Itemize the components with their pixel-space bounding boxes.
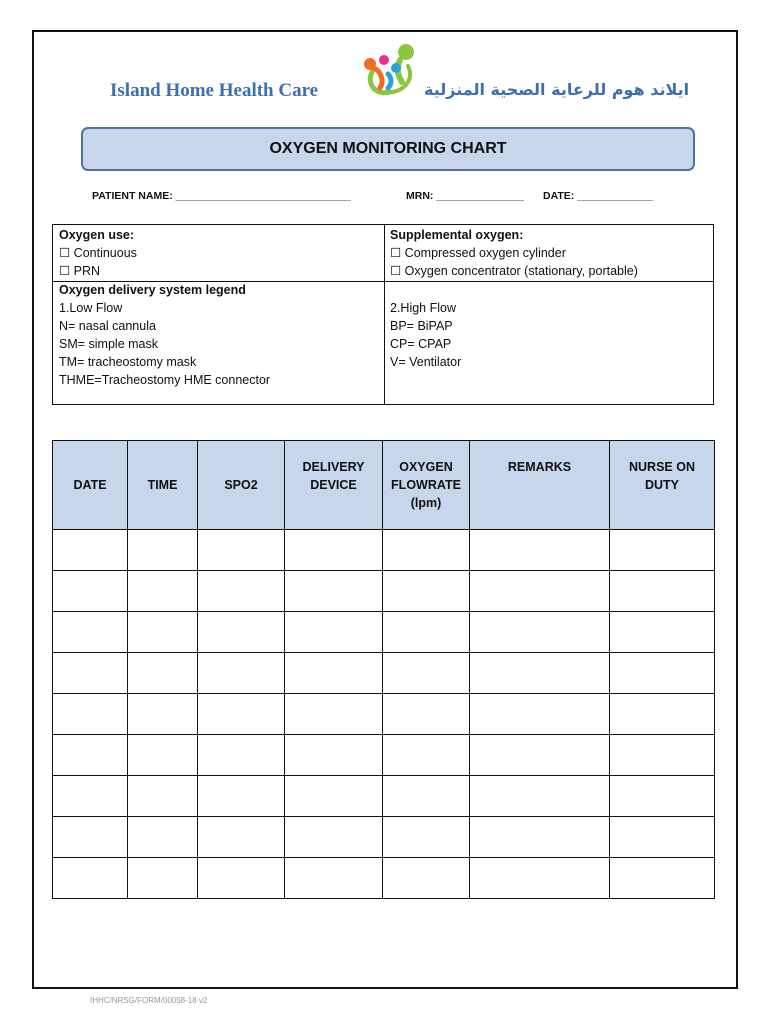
patient-name-field[interactable]: PATIENT NAME: ______________________________ (92, 190, 351, 202)
table-cell[interactable] (128, 694, 198, 735)
table-cell[interactable] (470, 571, 610, 612)
table-cell[interactable] (285, 735, 383, 776)
table-cell[interactable] (383, 571, 470, 612)
table-cell[interactable] (53, 653, 128, 694)
table-cell[interactable] (285, 571, 383, 612)
table-cell[interactable] (383, 735, 470, 776)
table-cell[interactable] (198, 776, 285, 817)
table-cell[interactable] (470, 817, 610, 858)
table-cell[interactable] (128, 530, 198, 571)
legend-item: TM= tracheostomy mask (59, 355, 197, 369)
table-row (53, 817, 715, 858)
supplemental-oxygen-heading: Supplemental oxygen: (390, 228, 524, 242)
table-cell[interactable] (128, 776, 198, 817)
supplemental-oxygen-section (390, 226, 638, 280)
column-header-remarks (470, 441, 610, 530)
monitoring-table (52, 440, 715, 899)
column-header-label: DELIVERY DEVICE (302, 460, 365, 492)
column-header-nurse-on-duty (610, 441, 715, 530)
column-header-date (53, 441, 128, 530)
table-cell[interactable] (285, 817, 383, 858)
legend-item: V= Ventilator (390, 355, 462, 369)
column-header-label: SPO2 (224, 478, 258, 492)
table-cell[interactable] (53, 694, 128, 735)
info-table-divider (384, 225, 385, 404)
table-cell[interactable] (610, 776, 715, 817)
table-cell[interactable] (470, 653, 610, 694)
table-cell[interactable] (53, 817, 128, 858)
table-cell[interactable] (610, 653, 715, 694)
column-header-label: OXYGEN FLOWRATE (lpm) (391, 460, 461, 510)
oxygen-use-heading: Oxygen use: (59, 228, 135, 242)
table-cell[interactable] (383, 530, 470, 571)
table-cell[interactable] (610, 612, 715, 653)
oxygen-use-section (59, 226, 137, 280)
table-cell[interactable] (285, 653, 383, 694)
table-cell[interactable] (383, 776, 470, 817)
table-cell[interactable] (383, 653, 470, 694)
table-cell[interactable] (198, 571, 285, 612)
table-cell[interactable] (128, 571, 198, 612)
table-cell[interactable] (383, 858, 470, 899)
table-cell[interactable] (53, 530, 128, 571)
table-cell[interactable] (610, 735, 715, 776)
column-header-label: REMARKS (507, 460, 572, 474)
column-header-label: NURSE ON DUTY (629, 460, 695, 492)
table-cell[interactable] (128, 858, 198, 899)
table-cell[interactable] (470, 858, 610, 899)
table-row (53, 530, 715, 571)
table-cell[interactable] (53, 776, 128, 817)
table-cell[interactable] (470, 735, 610, 776)
table-cell[interactable] (470, 694, 610, 735)
table-cell[interactable] (53, 571, 128, 612)
table-header-row (53, 441, 715, 530)
table-cell[interactable] (285, 858, 383, 899)
table-row (53, 858, 715, 899)
column-header-label: DATE (73, 478, 107, 492)
legend-item: N= nasal cannula (59, 319, 156, 333)
legend-item: 2.High Flow (390, 301, 456, 315)
column-header-spo2 (198, 441, 285, 530)
legend-item: 1.Low Flow (59, 301, 123, 315)
legend-heading: Oxygen delivery system legend (59, 283, 246, 297)
table-row (53, 735, 715, 776)
table-cell[interactable] (470, 530, 610, 571)
table-cell[interactable] (470, 612, 610, 653)
oxygen-info-table (52, 224, 714, 405)
table-cell[interactable] (198, 530, 285, 571)
checkbox-compressed-cylinder[interactable]: ☐ Compressed oxygen cylinder (390, 246, 566, 260)
table-cell[interactable] (198, 858, 285, 899)
table-row (53, 612, 715, 653)
table-row (53, 571, 715, 612)
table-cell[interactable] (128, 653, 198, 694)
table-row (53, 694, 715, 735)
form-title: OXYGEN MONITORING CHART (81, 127, 695, 171)
legend-item: CP= CPAP (390, 337, 452, 351)
table-cell[interactable] (53, 612, 128, 653)
table-cell[interactable] (285, 694, 383, 735)
table-cell[interactable] (610, 571, 715, 612)
table-cell[interactable] (383, 694, 470, 735)
table-cell[interactable] (198, 694, 285, 735)
column-header-oxygen-flowrate (383, 441, 470, 530)
brand-name-arabic: ايلاند هوم للرعاية الصحية المنزلية (424, 80, 690, 99)
table-cell[interactable] (128, 817, 198, 858)
checkbox-continuous[interactable]: ☐ Continuous (59, 246, 137, 260)
table-cell[interactable] (383, 612, 470, 653)
mrn-field[interactable]: MRN: _______________ (406, 190, 524, 202)
table-cell[interactable] (610, 858, 715, 899)
table-row (53, 653, 715, 694)
legend-low-flow-section (59, 281, 270, 389)
checkbox-prn[interactable]: ☐ PRN (59, 264, 101, 278)
date-field[interactable]: DATE: _____________ (543, 190, 654, 202)
column-header-label: TIME (147, 478, 178, 492)
table-cell[interactable] (128, 735, 198, 776)
table-cell[interactable] (285, 776, 383, 817)
table-cell[interactable] (470, 776, 610, 817)
legend-item: THME=Tracheostomy HME connector (59, 373, 271, 387)
table-cell[interactable] (610, 694, 715, 735)
legend-item: SM= simple mask (59, 337, 158, 351)
table-cell[interactable] (383, 817, 470, 858)
table-cell[interactable] (53, 858, 128, 899)
legend-item: BP= BiPAP (390, 319, 453, 333)
legend-high-flow-section (390, 299, 461, 371)
table-cell[interactable] (198, 653, 285, 694)
checkbox-oxygen-concentrator[interactable]: ☐ Oxygen concentrator (stationary, portable) (390, 264, 638, 278)
form-code: IHHC/NRSG/FORM/00058-18 v2 (90, 996, 208, 1005)
table-cell[interactable] (198, 735, 285, 776)
column-header-time (128, 441, 198, 530)
table-cell[interactable] (53, 735, 128, 776)
table-cell[interactable] (128, 612, 198, 653)
logo-icon (362, 42, 420, 98)
table-cell[interactable] (610, 530, 715, 571)
brand-name-english: Island Home Health Care (110, 80, 319, 101)
table-cell[interactable] (198, 817, 285, 858)
table-cell[interactable] (610, 817, 715, 858)
table-row (53, 776, 715, 817)
table-cell[interactable] (285, 612, 383, 653)
table-cell[interactable] (285, 530, 383, 571)
column-header-delivery-device (285, 441, 383, 530)
table-cell[interactable] (198, 612, 285, 653)
